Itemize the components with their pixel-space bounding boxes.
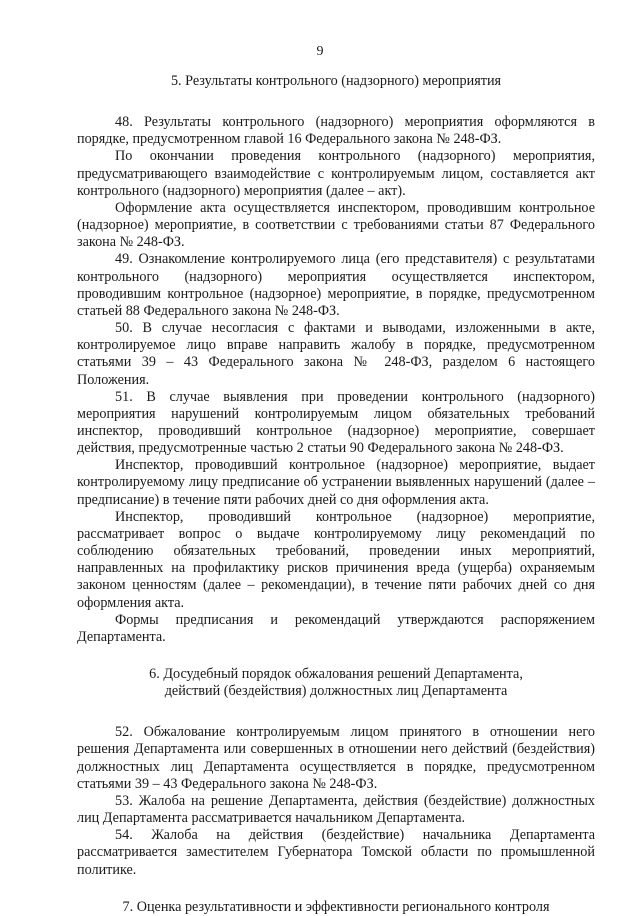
section-7-heading [77, 899, 595, 916]
paragraph-51: 51. В случае выявления при проведении контрольного (надзорного) мероприятия нарушений контролируемым лицом обязательных требований инспектор, проводивший контрольное (надзорное) мероприятие, совершает действия, предусмотренные частью 2 статьи 90 Федерального закона № 248-ФЗ. [77, 388, 595, 457]
paragraph-53: 53. Жалоба на решение Департамента, действия (бездействие) должностных лиц Департамента рассматривается начальником Департамента. [77, 792, 595, 827]
paragraph-forms: Формы предписания и рекомендаций утверждаются распоряжением Департамента. [77, 611, 595, 645]
section-5-heading [77, 73, 595, 90]
paragraph-52: 52. Обжалование контролируемым лицом принятого в отношении него решения Департамента или совершенных в отношении него действий (бездействия) должностных лиц Департамента осуществляется в порядке, предусмотренном статьями 39 – 43 Федерального закона № 248-ФЗ. [77, 724, 595, 792]
page-number: 9 [316, 44, 324, 59]
section-heading-line: 5. Результаты контрольного (надзорного) мероприятия [170, 73, 502, 89]
paragraph-recommendations: Инспектор, проводивший контрольное (надзорное) мероприятие, рассматривает вопрос о выдаче контролируемому лицу рекомендаций по соблюдению обязательных требований, проведении иных мероприятий, направленных на профилактику рисков причинения вреда (ущерба) охраняемым законом ценностям (далее – рекомендации), в течение пяти рабочих дней со дня оформления акта. [77, 508, 595, 611]
document-body [77, 73, 595, 916]
paragraph-prescription: Инспектор, проводивший контрольное (надзорное) мероприятие, выдает контролируемому лицу предписание об устранении выявленных нарушений (далее – предписание) в течение пяти рабочих дней со дня оформления акта. [77, 457, 595, 508]
paragraph-49: 49. Ознакомление контролируемого лица (его представителя) с результатами контрольного (надзорного) мероприятия осуществляется инспектором, проводившим контрольное (надзорное) мероприятие, в порядке, предусмотренном статьей 88 Федерального закона № 248-ФЗ. [77, 251, 595, 319]
paragraph-act-drafting: По окончании проведения контрольного (надзорного) мероприятия, предусматривающего взаимодействие с контролируемым лицом, составляется акт контрольного (надзорного) мероприятия (далее – акт). [77, 148, 595, 199]
section-6-heading [77, 666, 595, 700]
paragraph-act-formalization: Оформление акта осуществляется инспектором, проводившим контрольное (надзорное) мероприятие, в соответствии с требованиями статьи 87 Федерального закона № 248-ФЗ. [77, 199, 595, 251]
paragraph-50: 50. В случае несогласия с фактами и выводами, изложенными в акте, контролируемое лицо вправе направить жалобу в порядке, предусмотренном статьями 39 – 43 Федерального закона № 248-ФЗ, разделом 6 настоящего Положения. [77, 320, 595, 388]
section-heading-line: 7. Оценка результативности и эффективности регионального контроля [122, 898, 550, 915]
paragraph-48: 48. Результаты контрольного (надзорного) мероприятия оформляются в порядке, предусмотренном главой 16 Федерального закона № 248-ФЗ. [77, 114, 595, 148]
section-heading-line: действий (бездействия) должностных лиц Департамента [164, 683, 508, 700]
section-heading-line: 6. Досудебный порядок обжалования решений Департамента, [149, 666, 523, 682]
paragraph-54: 54. Жалоба на действия (бездействие) начальника Департамента рассматривается заместителем Губернатора Томской области по промышленной политике. [77, 827, 595, 878]
